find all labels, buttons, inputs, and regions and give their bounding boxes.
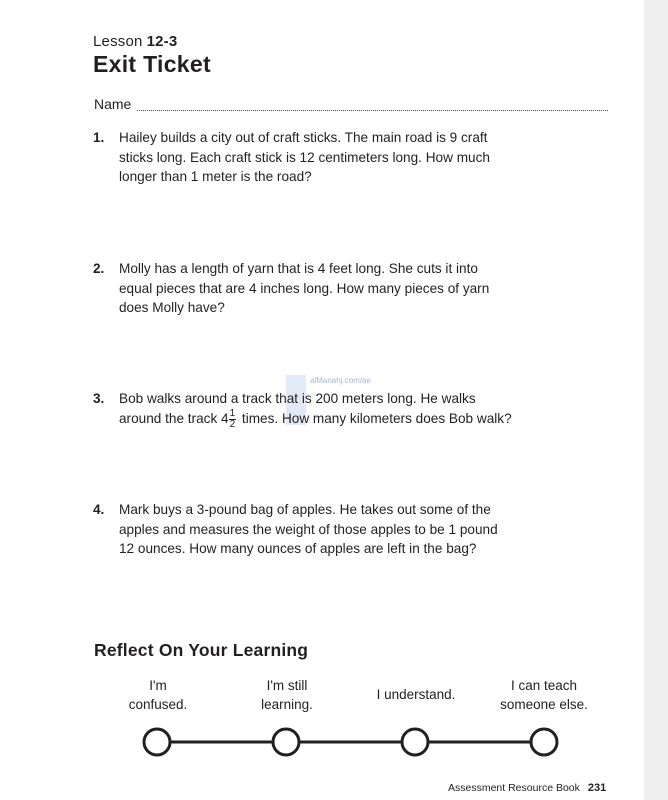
lesson-word: Lesson	[93, 33, 143, 50]
reflect-circle-1[interactable]	[144, 729, 170, 755]
question-line: apples and measures the weight of those apples to be 1 pound	[119, 521, 498, 537]
fraction-denominator: 2	[229, 418, 236, 430]
reflect-title: Reflect On Your Learning	[94, 640, 309, 660]
reflect-label-line: I'm still	[266, 678, 308, 693]
question-line: longer than 1 meter is the road?	[119, 169, 312, 184]
question-line-end: times. How many kilometers does Bob walk?	[238, 410, 512, 426]
footer-book-title: Assessment Resource Book	[448, 782, 580, 794]
reflect-circle-2[interactable]	[273, 729, 299, 755]
reflect-label-line: someone else.	[500, 697, 588, 712]
reflect-label-line: confused.	[128, 697, 188, 712]
question-number: 1.	[93, 130, 105, 145]
question-line: equal pieces that are 4 inches long. How many pieces of yarn	[119, 280, 490, 296]
reflect-label-line: learning.	[261, 697, 313, 712]
lesson-number: 12-3	[146, 33, 178, 50]
question-line-start: around the track 4	[119, 410, 229, 426]
question-line: does Molly have?	[119, 300, 225, 315]
question-number: 2.	[93, 261, 105, 276]
page-number: 231	[587, 782, 607, 794]
question-line: Mark buys a 3-pound bag of apples. He takes out some of the	[119, 502, 491, 517]
fraction-numerator: 1	[229, 407, 236, 419]
reflect-circle-4[interactable]	[531, 729, 557, 755]
reflect-label-line: I understand.	[376, 687, 456, 702]
question-line: Molly has a length of yarn that is 4 feet long. She cuts it into	[119, 261, 478, 276]
page-footer	[448, 782, 606, 794]
reflect-label-line: I'm	[149, 678, 167, 693]
watermark-text: alManahj.com/ae	[310, 376, 371, 385]
question-line: Bob walks around a track that is 200 meters long. He walks	[119, 391, 476, 406]
question-line: sticks long. Each craft stick is 12 centimeters long. How much	[119, 149, 490, 165]
reflect-label-line: I can teach	[510, 678, 578, 693]
question-line: 12 ounces. How many ounces of apples are left in the bag?	[119, 541, 477, 556]
question-line: Hailey builds a city out of craft sticks. The main road is 9 craft	[119, 130, 488, 145]
name-label: Name	[94, 96, 132, 112]
page-title: Exit Ticket	[93, 51, 211, 77]
question-number: 4.	[93, 502, 105, 517]
reflect-circle-3[interactable]	[402, 729, 428, 755]
question-number: 3.	[93, 391, 105, 406]
